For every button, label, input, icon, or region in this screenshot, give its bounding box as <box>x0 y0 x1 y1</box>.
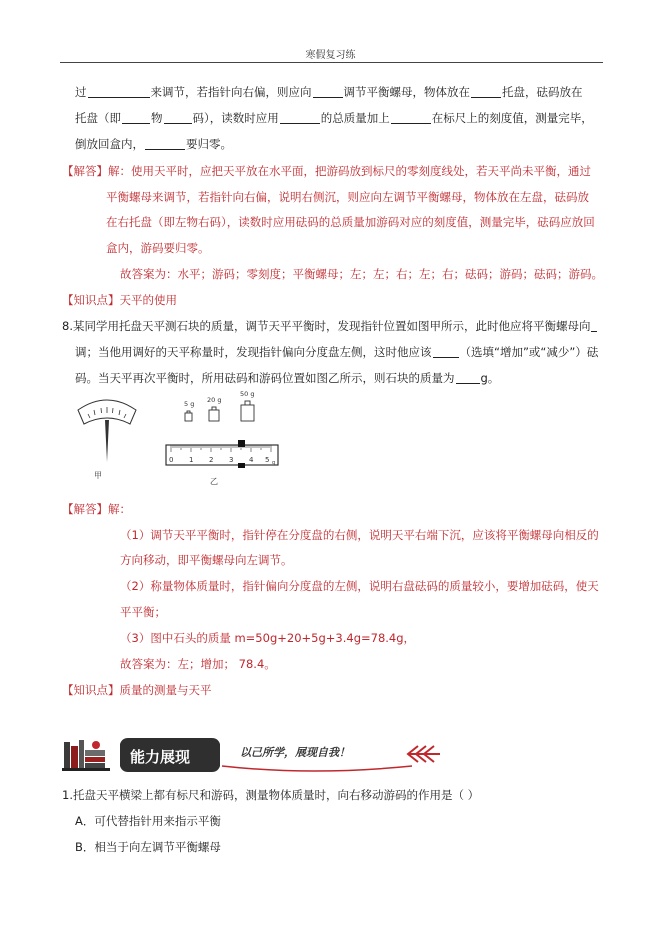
blank <box>88 85 150 98</box>
q8-knowledge: 【知识点】质量的测量与天平 <box>62 683 212 697</box>
scale-label-3: 3 <box>229 456 234 464</box>
knowledge-label: 【知识点】 <box>62 293 120 307</box>
rider-top <box>238 440 245 447</box>
answer-label: 【解答】 <box>62 164 108 178</box>
q8-step-2a: （2）称量物体质量时，指针偏向分度盘的左侧，说明右盘砝码的质量较小，要增加砝码，使天 <box>120 579 599 593</box>
arrow-left-icon <box>408 746 440 762</box>
figure-jia-dial <box>72 392 142 480</box>
scale-label-1: 1 <box>189 456 194 464</box>
q7-line-2: 托盘（即 物 码），读数时应用 的总质量加上 在标尺上的刻度值，测量完毕， <box>75 111 593 125</box>
scale-label-4: 4 <box>249 456 254 464</box>
weight-label-20g: 20 g <box>207 396 222 404</box>
q7-knowledge: 【知识点】天平的使用 <box>62 293 177 307</box>
q8-step-1b: 方向移动，即平衡螺母向左调节。 <box>120 553 293 567</box>
option-a: A．可代替指针用来指示平衡 <box>75 814 221 828</box>
scale-label-5: 5 <box>265 456 270 464</box>
figure-yi-label: 乙 <box>210 477 218 486</box>
q8-step-2b: 平平衡； <box>120 605 166 619</box>
weight-50g <box>241 405 254 421</box>
q8-stem-line-2: 调；当他用调好的天平称量时，发现指针偏向分度盘左侧，这时他应该 （选填“增加”或“减少”）砝 <box>75 345 599 359</box>
knowledge-label: 【知识点】 <box>62 683 120 697</box>
q7-answer-line-2: 平衡螺母来调节，若指针向右偏，说明右侧沉，则应向左调节平衡螺母，物体放在左盘，砝码放 <box>106 190 589 204</box>
weight-5g <box>185 413 192 421</box>
blank <box>433 345 459 358</box>
section-slogan: 以己所学，展现自我！ <box>240 746 350 759</box>
blank <box>164 111 192 124</box>
option-b: B．相当于向左调节平衡螺母 <box>75 840 221 854</box>
section-banner <box>62 730 442 776</box>
blank <box>122 111 150 124</box>
books-icon <box>62 740 110 771</box>
q7-answer-final: 故答案为：水平；游码；零刻度；平衡螺母；左；左；右；左；右；砝码；游码；砝码；游码。 <box>120 267 603 281</box>
blank <box>591 319 597 332</box>
ability-q1-stem: 1.托盘天平横梁上都有标尺和游码，测量物体质量时，向右移动游码的作用是（ ） <box>62 788 480 802</box>
header-divider <box>60 62 603 63</box>
scale-label-0: 0 <box>169 456 174 464</box>
section-title: 能力展现 <box>130 748 191 766</box>
scale-label-2: 2 <box>209 456 214 464</box>
weight-20g <box>209 410 219 421</box>
weight-label-50g: 50 g <box>240 390 255 398</box>
banner-underline <box>222 766 412 771</box>
blank <box>471 85 501 98</box>
dial-pointer <box>105 420 109 462</box>
q7-line-3: 倒放回盒内， 要归零。 <box>75 137 232 151</box>
page-header: 寒假复习练 <box>305 50 356 61</box>
blank <box>391 111 431 124</box>
weight-50g-knob <box>245 401 250 405</box>
figure-jia-label: 甲 <box>94 471 102 480</box>
q8-stem-line-3: 码。当天平再次平衡时，所用砝码和游码位置如图乙所示，则石块的质量为 g。 <box>75 371 500 385</box>
q7-line-1: 过 来调节，若指针向右偏，则应向 调节平衡螺母，物体放在 托盘，砝码放在 <box>75 85 583 99</box>
weight-20g-knob <box>212 407 216 410</box>
blank <box>145 137 185 150</box>
q7-answer-line-4: 盒内，游码要归零。 <box>106 241 210 255</box>
blank <box>280 111 320 124</box>
q7-answer-line-1: 【解答】解：使用天平时，应把天平放在水平面，把游码放到标尺的零刻度线处，若天平尚未平衡，通过 <box>62 164 591 178</box>
q8-step-3: （3）图中石头的质量 m=50g+20+5g+3.4g=78.4g， <box>120 631 416 645</box>
answer-label: 【解答】 <box>62 502 108 516</box>
weight-label-5g: 5 g <box>184 400 195 408</box>
q8-stem-line-1: 8.某同学用托盘天平测石块的质量，调节天平平衡时，发现指针位置如图甲所示，此时他应将平衡螺母向 <box>62 318 598 334</box>
rider-bottom <box>238 463 245 468</box>
blank <box>456 371 480 384</box>
q7-answer-line-3: 在右托盘（即左物右码），读数时应用砝码的总质量加游码对应的刻度值，测量完毕，砝码应放回 <box>106 215 595 229</box>
scale-unit: g <box>272 460 276 466</box>
q8-answer-head: 【解答】解： <box>62 502 131 516</box>
q8-answer-final: 故答案为：左；增加； 78.4。 <box>120 657 276 671</box>
q8-step-1a: （1）调节天平平衡时，指针停在分度盘的右侧，说明天平右端下沉，应该将平衡螺母向相反的 <box>120 528 599 542</box>
figure-yi-weights-scale <box>160 390 290 486</box>
blank <box>313 85 343 98</box>
